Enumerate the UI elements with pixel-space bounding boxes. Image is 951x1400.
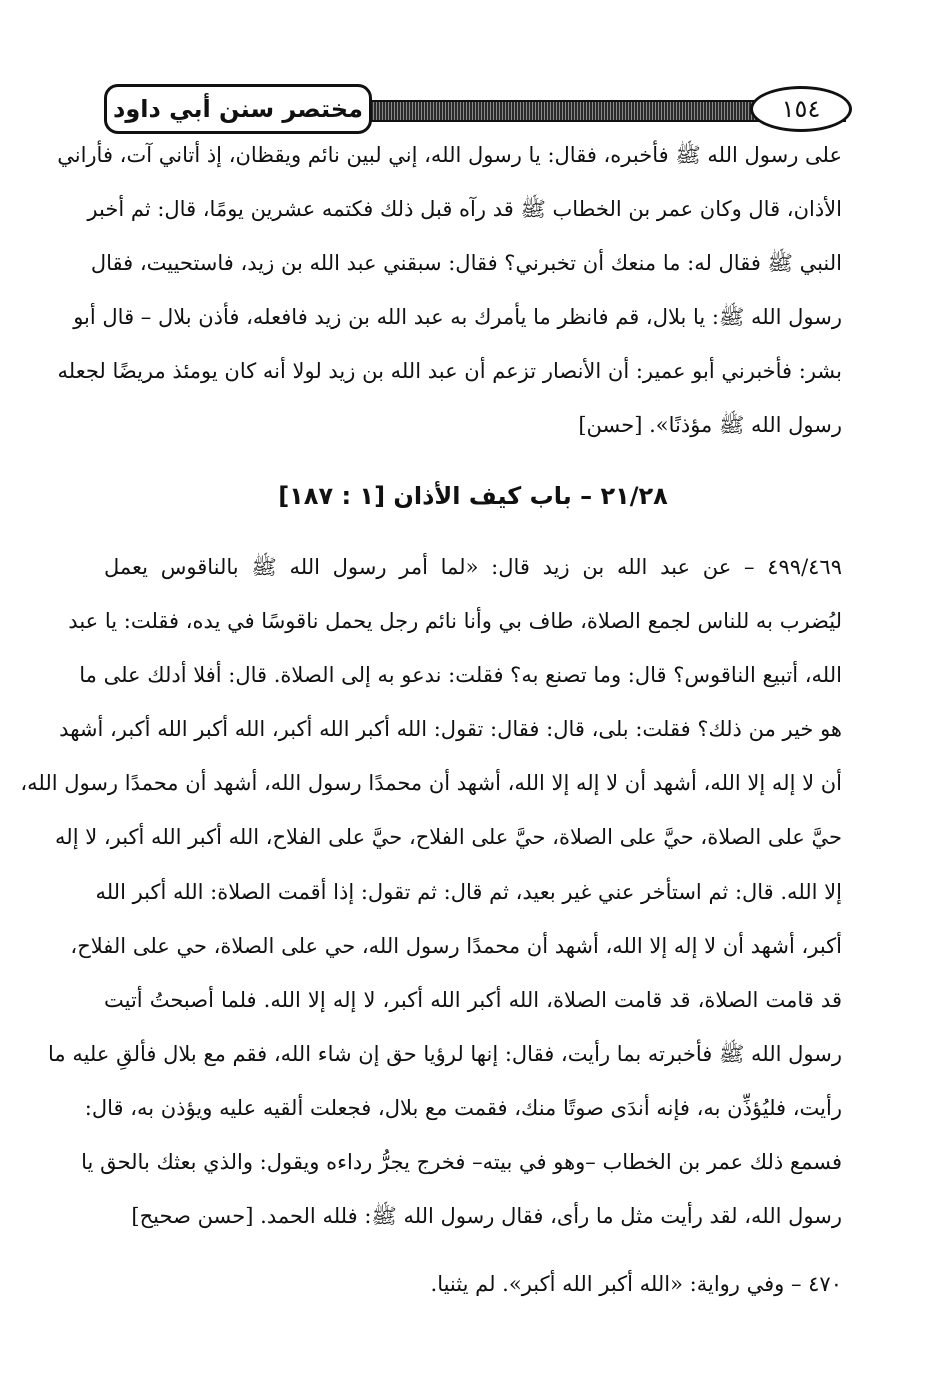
book-title: مختصر سنن أبي داود [104, 84, 372, 134]
text-line: فسمع ذلك عمر بن الخطاب –وهو في بيته– فخرج يجرُّ رداءه ويقول: والذي بعثك بالحق يا [81, 1150, 842, 1175]
chapter-heading: ٢١/٢٨ – باب كيف الأذان [١ : ١٨٧] [278, 482, 668, 510]
paragraph-continued-hadith [57, 128, 842, 453]
paragraph-hadith-470 [104, 1258, 842, 1310]
text-line: هو خير من ذلك؟ فقلت: بلى، قال: فقال: تقول: الله أكبر الله أكبر، الله أكبر الله أكبر، أشهد [59, 717, 842, 742]
text-line: بشر: فأخبرني أبو عمير: أن الأنصار تزعم أن عبد الله بن زيد لولا أنه كان يومئذ مريضًا لجعله [57, 359, 842, 384]
text-line: أكبر، أشهد أن لا إله إلا الله، أشهد أن محمدًا رسول الله، حي على الصلاة، حي على الفلاح، [70, 933, 842, 958]
paragraph-hadith-499 [20, 540, 842, 1243]
text-line: ليُضرب به للناس لجمع الصلاة، طاف بي وأنا نائم رجل يحمل ناقوسًا في يده، فقلت: يا عبد [68, 609, 842, 634]
text-line: النبي ﷺ فقال له: ما منعك أن تخبرني؟ فقال: سبقني عبد الله بن زيد، فاستحييت، فقال [90, 251, 842, 276]
text-line: رأيت، فليُؤذِّن به، فإنه أندَى صوتًا منك، فقمت مع بلال، فجعلت ألقيه عليه ويؤذن به، قال: [84, 1095, 842, 1120]
text-line: الأذان، قال وكان عمر بن الخطاب ﷺ قد رآه قبل ذلك فكتمه عشرين يومًا، قال: ثم أخبر [87, 197, 842, 222]
text-line: قد قامت الصلاة، قد قامت الصلاة، الله أكبر الله أكبر، لا إله إلا الله. فلما أصبحتُ أتيت [104, 987, 842, 1012]
text-line: رسول الله ﷺ: يا بلال، قم فانظر ما يأمرك به عبد الله بن زيد فافعله، فأذن بلال – قال أبو [73, 305, 842, 330]
text-line: ٤٧٠ – وفي رواية: «الله أكبر الله أكبر». لم يثنيا. [430, 1272, 842, 1296]
text-line: ٤٩٩/٤٦٩ – عن عبد الله بن زيد قال: «لما أمر رسول الله ﷺ بالناقوس يعمل [104, 555, 842, 579]
text-line: على رسول الله ﷺ فأخبره، فقال: يا رسول الله، إني لبين نائم ويقظان، إذ أتاني آت، فأراني [57, 143, 842, 167]
page-number: ١٥٤ [750, 86, 852, 132]
text-line: رسول الله ﷺ مؤذنًا». [حسن] [578, 413, 842, 438]
text-line: الله، أتبيع الناقوس؟ قال: وما تصنع به؟ فقلت: ندعو به إلى الصلاة. قال: أفلا أدلك على ما [79, 663, 842, 688]
text-line: إلا الله. قال: ثم استأخر عني غير بعيد، ثم قال: ثم تقول: إذا أقمت الصلاة: الله أكبر الله [95, 879, 842, 904]
text-line: رسول الله ﷺ فأخبرته بما رأيت، فقال: إنها لرؤيا حق إن شاء الله، فقم مع بلال فألقِ عليه ما [48, 1041, 842, 1066]
text-line: رسول الله، لقد رأيت مثل ما رأى، فقال رسول الله ﷺ: فلله الحمد. [حسن صحيح] [131, 1204, 842, 1229]
text-line: أن لا إله إلا الله، أشهد أن لا إله إلا الله، أشهد أن محمدًا رسول الله، أشهد أن محمدًا رسول الله، [20, 771, 842, 796]
text-line: حيَّ على الصلاة، حيَّ على الصلاة، حيَّ على الفلاح، حيَّ على الفلاح، الله أكبر الله أكبر، لا إله [55, 825, 842, 850]
